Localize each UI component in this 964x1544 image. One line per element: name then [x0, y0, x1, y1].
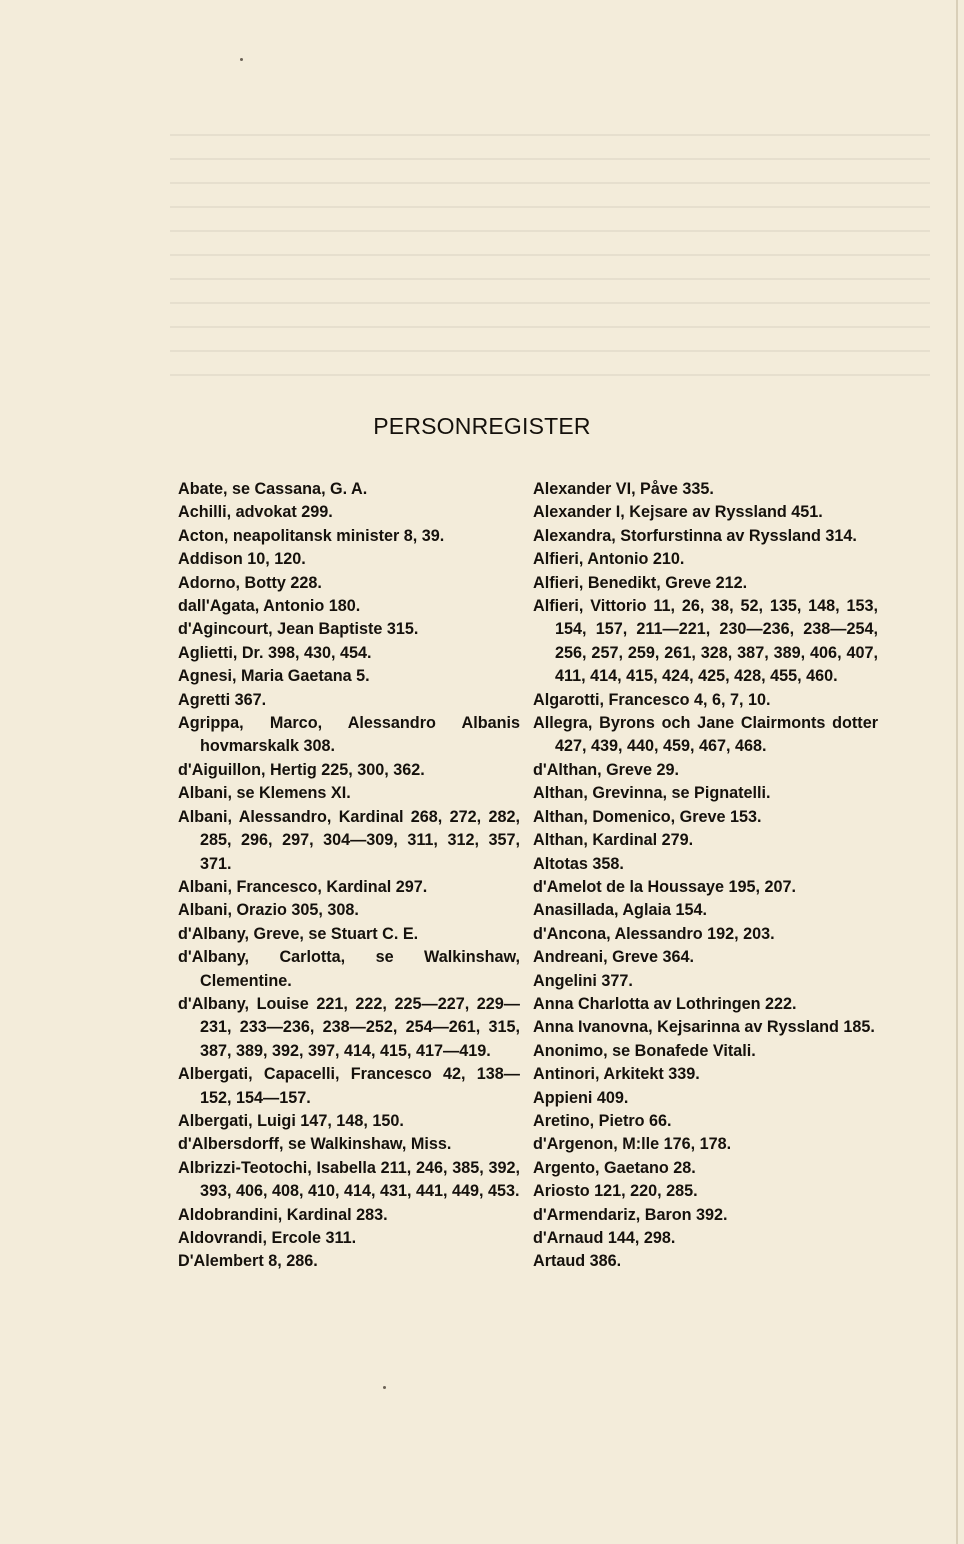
- index-column-right: [533, 478, 878, 1274]
- index-entry: Albani, se Klemens XI.: [178, 784, 351, 803]
- index-entry: d'Amelot de la Houssaye 195, 207.: [533, 877, 796, 896]
- index-entry: d'Althan, Greve 29.: [533, 760, 679, 779]
- index-entry: Aretino, Pietro 66.: [533, 1111, 672, 1130]
- index-entry: Alexandra, Storfurstinna av Ryssland 314.: [533, 526, 857, 545]
- page-edge: [956, 0, 958, 1544]
- index-entry: Antinori, Arkitekt 339.: [533, 1065, 700, 1084]
- index-entry: Aldovrandi, Ercole 311.: [178, 1229, 357, 1247]
- index-entry: Agretti 367.: [178, 690, 267, 709]
- index-entry: dall'Agata, Antonio 180.: [178, 597, 361, 616]
- index-entry: Aglietti, Dr. 398, 430, 454.: [178, 643, 372, 662]
- index-entry: Albrizzi-Teotochi, Isabella 211, 246, 385, 392, 393, 406, 408, 410, 414, 431, 441, 449, 453.: [178, 1158, 520, 1201]
- page-title: PERSONREGISTER: [373, 413, 591, 440]
- index-entry: Alfieri, Vittorio 11, 26, 38, 52, 135, 148, 153, 154, 157, 211—221, 230—236, 238—254, 256, 257, 259, 261, 328, 387, 389, 406, 407, 411, 414, 415, 424, 425, 428, 455, 460.: [533, 597, 878, 686]
- index-entry: Aldobrandini, Kardinal 283.: [178, 1205, 388, 1224]
- index-entry: Altotas 358.: [533, 854, 624, 873]
- index-entry: Angelini 377.: [533, 971, 633, 990]
- index-entry: Althan, Kardinal 279.: [533, 831, 694, 850]
- index-entry: Ariosto 121, 220, 285.: [533, 1182, 698, 1201]
- index-entry: Anna Charlotta av Lothringen 222.: [533, 994, 797, 1013]
- index-entry: Alfieri, Benedikt, Greve 212.: [533, 573, 748, 592]
- index-entry: Anna Ivanovna, Kejsarinna av Ryssland 185.: [533, 1018, 875, 1037]
- index-entry: d'Armendariz, Baron 392.: [533, 1205, 728, 1224]
- index-entry: Agrippa, Marco, Alessandro Albanis hovmarskalk 308.: [178, 714, 520, 756]
- paper-speck: [240, 58, 243, 61]
- index-entry: d'Ancona, Alessandro 192, 203.: [533, 924, 775, 943]
- index-entry: Agnesi, Maria Gaetana 5.: [178, 667, 370, 686]
- index-entry: d'Aiguillon, Hertig 225, 300, 362.: [178, 760, 425, 779]
- index-entry: Addison 10, 120.: [178, 550, 306, 569]
- index-entry: d'Arnaud 144, 298.: [533, 1229, 676, 1247]
- index-entry: d'Argenon, M:lle 176, 178.: [533, 1135, 732, 1154]
- index-entry: Algarotti, Francesco 4, 6, 7, 10.: [533, 690, 771, 709]
- index-column-left: [178, 478, 520, 1274]
- index-entry: Abate, se Cassana, G. A.: [178, 480, 368, 498]
- index-entry: d'Albany, Louise 221, 222, 225—227, 229—231, 233—236, 238—252, 254—261, 315, 387, 389, 392, 397, 414, 415, 417—419.: [178, 994, 520, 1060]
- index-entry: Appieni 409.: [533, 1088, 629, 1107]
- index-entry: Althan, Grevinna, se Pignatelli.: [533, 784, 771, 803]
- index-entry: Althan, Domenico, Greve 153.: [533, 807, 762, 826]
- index-entry: Alexander VI, Påve 335.: [533, 480, 714, 498]
- index-entry: Albergati, Luigi 147, 148, 150.: [178, 1111, 404, 1130]
- index-entry: Andreani, Greve 364.: [533, 948, 695, 967]
- paper-speck: [383, 1386, 386, 1389]
- index-entry: Achilli, advokat 299.: [178, 503, 333, 522]
- index-entry: d'Agincourt, Jean Baptiste 315.: [178, 620, 419, 639]
- index-entry: Argento, Gaetano 28.: [533, 1158, 696, 1177]
- index-entry: d'Albany, Greve, se Stuart C. E.: [178, 924, 419, 943]
- index-entry: D'Alembert 8, 286.: [178, 1252, 318, 1271]
- index-entry: Adorno, Botty 228.: [178, 573, 322, 592]
- index-entry: Anonimo, se Bonafede Vitali.: [533, 1041, 756, 1060]
- index-entry: Albergati, Capacelli, Francesco 42, 138—152, 154—157.: [178, 1065, 520, 1107]
- index-entry: Albani, Orazio 305, 308.: [178, 901, 359, 920]
- index-entry: Albani, Alessandro, Kardinal 268, 272, 282, 285, 296, 297, 304—309, 311, 312, 357, 371.: [178, 807, 520, 873]
- index-entry: d'Albersdorff, se Walkinshaw, Miss.: [178, 1135, 452, 1154]
- index-entry: Acton, neapolitansk minister 8, 39.: [178, 526, 445, 545]
- index-entry: Alfieri, Antonio 210.: [533, 550, 685, 569]
- index-entry: Anasillada, Aglaia 154.: [533, 901, 707, 920]
- index-entry: Artaud 386.: [533, 1252, 622, 1271]
- index-entry: Albani, Francesco, Kardinal 297.: [178, 877, 428, 896]
- index-entry: Alexander I, Kejsare av Ryssland 451.: [533, 503, 823, 522]
- index-entry: d'Albany, Carlotta, se Walkinshaw, Clementine.: [178, 948, 520, 990]
- index-entry: Allegra, Byrons och Jane Clairmonts dotter 427, 439, 440, 459, 467, 468.: [533, 714, 878, 756]
- show-through-text: [170, 120, 930, 380]
